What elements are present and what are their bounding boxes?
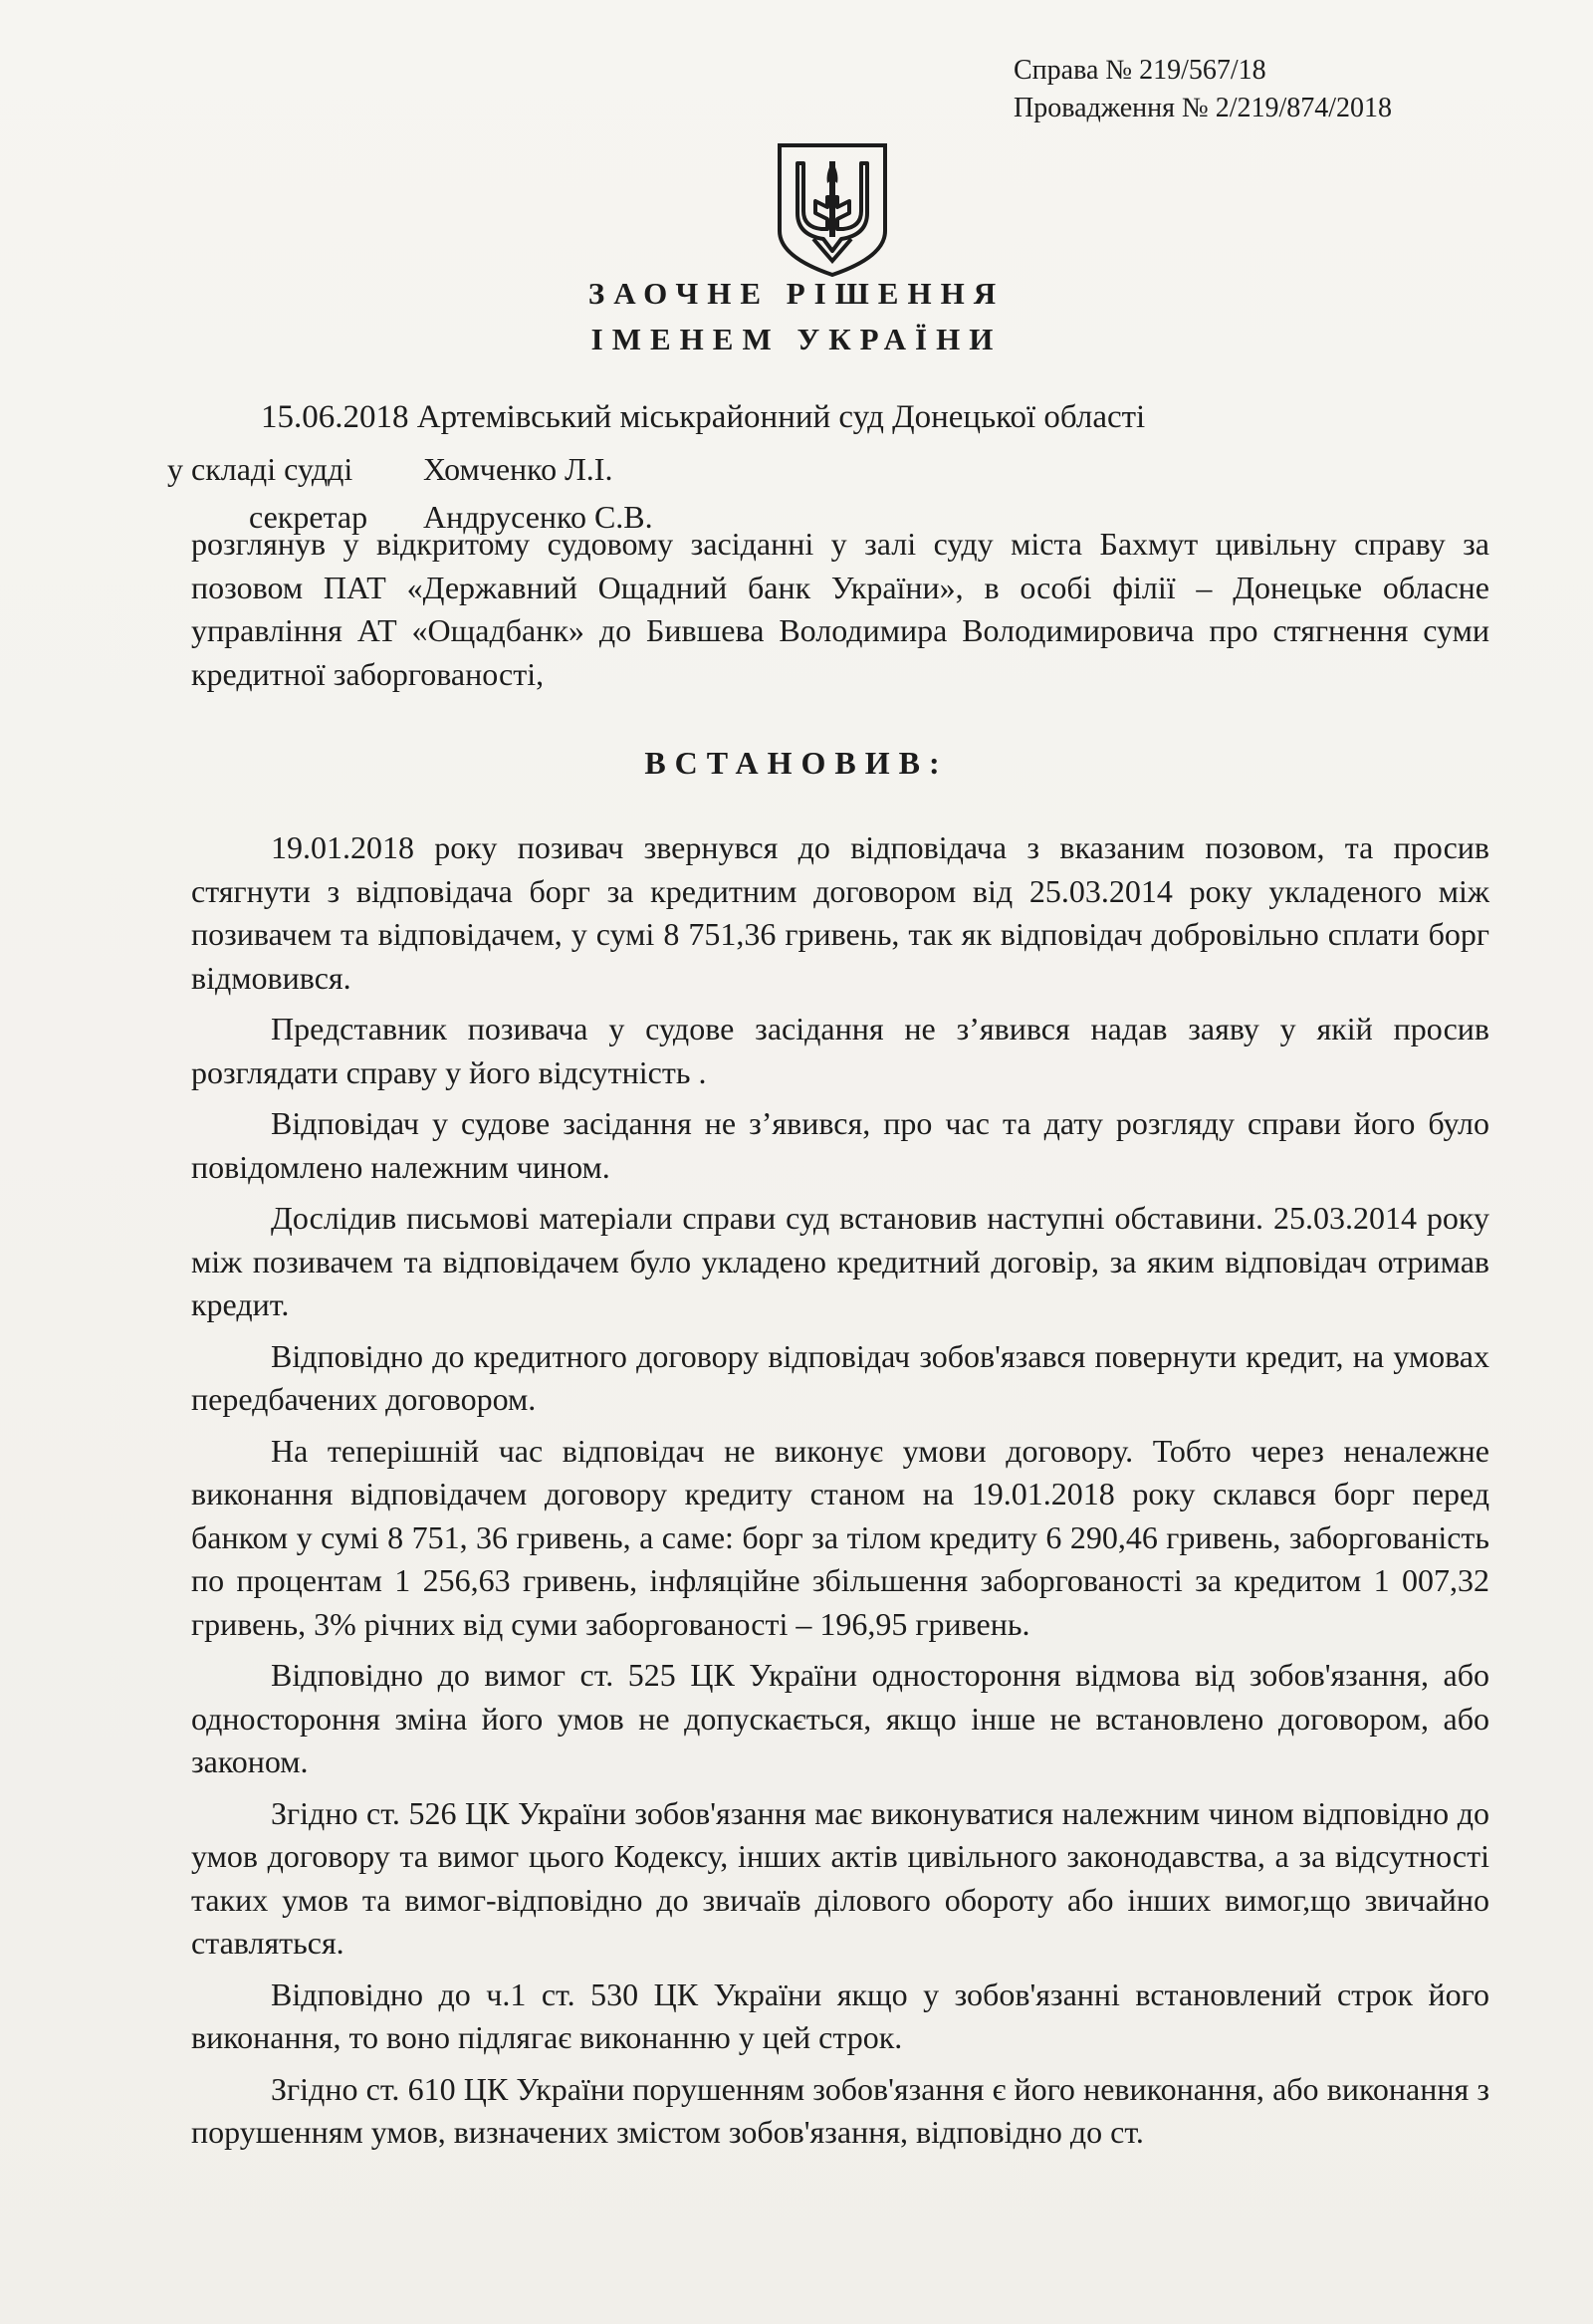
document-title bbox=[0, 271, 1593, 362]
judge-label: у складі судді bbox=[167, 451, 353, 487]
paragraph: 19.01.2018 року позивач звернувся до відповідача з вказаним позовом, та просив стягнути з відповідача борг за кредитним договором від 25.03.2014 року укладеного між позивачем та відповідачем, у сумі 8 751,36 гривень, так як відповідач добровільно сплати борг відмовився. bbox=[191, 829, 1489, 996]
intro-section bbox=[191, 523, 1489, 704]
paragraph: Відповідно до ч.1 ст. 530 ЦК України якщо у зобов'язанні встановлений строк його виконання, то воно підлягає виконанню у цей строк. bbox=[191, 1975, 1489, 2055]
decision-body bbox=[191, 826, 1489, 2163]
paragraph: На теперішній час відповідач не виконує умови договору. Тобто через неналежне виконання відповідачем договору кредиту станом на 19.01.2018 року склався борг перед банком у сумі 8 751, 36 гривень, а саме: борг за тілом кредиту 6 290,46 гривень, заборгованість по процентам 1 256,63 гривень, інфляційне збільшення заборгованості за кредитом 1 007,32 гривень, 3% річних від суми заборгованості – 196,95 гривень. bbox=[191, 1432, 1489, 1642]
proceeding-number: Провадження № 2/219/874/2018 bbox=[1014, 93, 1393, 123]
paragraph: Відповідно до кредитного договору відповідач зобов'язався повернути кредит, на умовах передбачених договором. bbox=[191, 1337, 1489, 1417]
judge-row bbox=[167, 445, 653, 493]
paragraph: Дослідив письмові матеріали справи суд встановив наступні обставини. 25.03.2014 року між позивачем та відповідачем було укладено кредитний договір, за яким відповідач отримав кредит. bbox=[191, 1200, 1489, 1322]
paragraph: Згідно ст. 526 ЦК України зобов'язання має виконуватися належним чином відповідно до умов договору та вимог цього Кодексу, інших актів цивільного законодавства, а за відсутності таких умов та вимог-відповідно до звичаїв ділового обороту або інших вимог,що звичайно ставляться. bbox=[191, 1794, 1489, 1961]
paragraph: Згідно ст. 610 ЦК України порушенням зобов'язання є його невиконання, або виконання з порушенням умов, визначених змістом зобов'язання, відповідно до ст. bbox=[191, 2070, 1489, 2150]
paragraph: Представник позивача у судове засідання не з’явився надав заяву у якій просив розглядати справу у його відсутність . bbox=[191, 1011, 1489, 1090]
title-line-1: ЗАОЧНЕ РІШЕННЯ bbox=[587, 276, 1006, 311]
trident-emblem-icon bbox=[774, 139, 891, 279]
court-date-line: 15.06.2018 Артемівський міськрайонний суд Донецької області bbox=[261, 399, 1146, 435]
judge-name: Хомченко Л.І. bbox=[423, 451, 613, 487]
title-line-2: ІМЕНЕМ УКРАЇНИ bbox=[590, 322, 1003, 356]
case-numbers bbox=[1014, 52, 1392, 127]
established-heading: ВСТАНОВИВ: bbox=[644, 745, 949, 781]
secretary-name: Андрусенко С.В. bbox=[423, 499, 653, 535]
paragraph: Відповідач у судове засідання не з’явився, про час та дату розгляду справи його було повідомлено належним чином. bbox=[191, 1105, 1489, 1185]
case-number: Справа № 219/567/18 bbox=[1014, 55, 1266, 86]
secretary-label: секретар bbox=[249, 499, 368, 535]
paragraph: Відповідно до вимог ст. 525 ЦК України одностороння відмова від зобов'язання, або одностороння зміна його умов не допускається, якщо інше не встановлено договором, або законом. bbox=[191, 1657, 1489, 1779]
intro-paragraph: розглянув у відкритому судовому засіданні у залі суду міста Бахмут цивільну справу за позовом ПАТ «Державний Ощадний банк України», в особі філії – Донецьке обласне управління АТ «Ощадбанк» до Бившева Володимира Володимировича про стягнення суми кредитної заборгованості, bbox=[191, 526, 1489, 692]
